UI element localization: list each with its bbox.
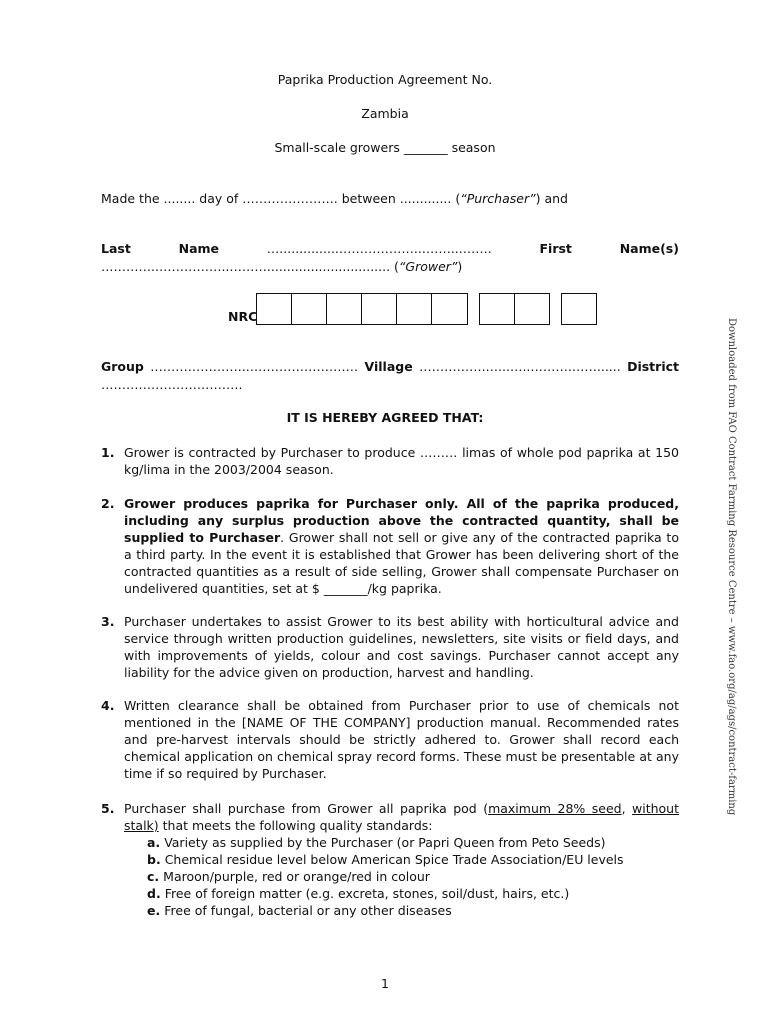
nrc-cell-divider	[361, 294, 362, 324]
country-label: Zambia	[361, 106, 409, 121]
clause-number: 4.	[101, 698, 115, 713]
clause-3	[101, 613, 679, 681]
group-label: Group	[101, 359, 144, 374]
clause-2-rest: . Grower shall not sell or give any of the contracted paprika to a third party. In the event it is established that Grower has been delivering short of the contracted quantities as a result of side selling, Grower shall compensate Purchaser on undelivered quantities, set at $ _______/kg paprika.	[124, 530, 679, 596]
made-line	[101, 191, 568, 206]
standard-text: Chemical residue level below American Spice Trade Association/EU levels	[164, 852, 624, 867]
district-label: District	[627, 359, 679, 374]
without-stalk-term: without stalk)	[124, 801, 679, 833]
made-text: Made the ........ day of ………………….. between ............. (	[101, 191, 461, 206]
village-label: Village	[364, 359, 413, 374]
max-seed-term: maximum 28% seed	[488, 801, 622, 816]
nrc-label: NRC	[228, 309, 258, 324]
clause-2	[101, 495, 679, 597]
clause-5-text-b: ,	[621, 801, 632, 816]
download-source-note: Downloaded from FAO Contract Farming Resource Centre – www.fao.org/ag/ags/contract-farming	[726, 318, 737, 816]
clause-4	[101, 697, 679, 782]
grower-close: )	[457, 259, 463, 274]
first-name-blank: …………..……………..………............................... (	[101, 259, 399, 274]
clause-text: Purchaser undertakes to assist Grower to its best ability with horticultural advice and service through written production guidelines, newsletters, site visits or field days, and with improvements of yields, colour and cost savings. Purchaser cannot accept any liability for the advice given on production, harvest and handling.	[124, 614, 679, 680]
grower-name-line	[101, 241, 679, 256]
standard-b	[147, 851, 624, 868]
standard-e	[147, 902, 452, 919]
season-line: Small-scale growers _______ season	[274, 140, 496, 155]
standard-letter: a.	[147, 835, 161, 850]
last-label: Last	[101, 241, 131, 256]
first-label: First	[539, 241, 572, 256]
nrc-cell-divider	[431, 294, 432, 324]
nrc-cell-divider	[396, 294, 397, 324]
page-number: 1	[381, 976, 389, 991]
grower-line	[101, 259, 462, 274]
nrc-box-group-1[interactable]	[256, 293, 468, 325]
standard-d	[147, 885, 569, 902]
made-end: ) and	[535, 191, 568, 206]
names-label: Name(s)	[619, 241, 679, 256]
clause-text	[124, 495, 679, 597]
standard-letter: b.	[147, 852, 161, 867]
district-blank: …………………………….	[101, 377, 243, 392]
grower-term: “Grower”	[398, 259, 458, 274]
clause-text: Written clearance shall be obtained from Purchaser prior to use of chemicals not mentioned in the [NAME OF THE COMPANY] production manual. Recommended rates and pre-harvest intervals should be strictly adhered to. Grower shall record each chemical application on chemical spray record forms. These must be presentable at any time if so required by Purchaser.	[124, 698, 679, 781]
standard-a	[147, 834, 606, 851]
nrc-box-group-3[interactable]	[561, 293, 597, 325]
standard-letter: d.	[147, 886, 161, 901]
nrc-cell-divider	[291, 294, 292, 324]
clause-5-text-c: that meets the following quality standards:	[158, 818, 433, 833]
clause-number: 5.	[101, 801, 115, 816]
village-blank: …………….…...…..……….……......	[419, 359, 621, 374]
group-line	[101, 359, 679, 374]
clause-number: 3.	[101, 614, 115, 629]
agreed-heading: IT IS HEREBY AGREED THAT:	[286, 410, 484, 425]
clause-number: 2.	[101, 496, 115, 511]
document-title: Paprika Production Agreement No.	[277, 72, 493, 87]
standard-letter: c.	[147, 869, 160, 884]
standard-text: Variety as supplied by the Purchaser (or Papri Queen from Peto Seeds)	[164, 835, 606, 850]
clause-1	[101, 444, 679, 478]
last-name-blank: …...............………………...……...…….	[266, 241, 492, 256]
clause-text: Grower is contracted by Purchaser to produce ……… limas of whole pod paprika at 150 kg/lima in the 2003/2004 season.	[124, 445, 679, 477]
clause-number: 1.	[101, 445, 115, 460]
purchaser-term: “Purchaser”	[460, 191, 536, 206]
nrc-cell-divider	[326, 294, 327, 324]
clause-5-text-a: Purchaser shall purchase from Grower all paprika pod (	[124, 801, 489, 816]
standard-c	[147, 868, 430, 885]
standard-text: Maroon/purple, red or orange/red in colour	[163, 869, 430, 884]
nrc-box-group-2[interactable]	[479, 293, 550, 325]
name-label: Name	[178, 241, 220, 256]
nrc-cell-divider	[514, 294, 515, 324]
standard-letter: e.	[147, 903, 161, 918]
group-blank: …………………..………………………	[150, 359, 359, 374]
clause-2-bold: Grower produces paprika for Purchaser only. All of the paprika produced, including any surplus production above the contracted quantity, shall be supplied to Purchaser	[124, 496, 679, 545]
clause-5	[101, 800, 679, 834]
standard-text: Free of foreign matter (e.g. excreta, stones, soil/dust, hairs, etc.)	[164, 886, 570, 901]
standard-text: Free of fungal, bacterial or any other diseases	[164, 903, 452, 918]
clause-text	[124, 800, 679, 834]
